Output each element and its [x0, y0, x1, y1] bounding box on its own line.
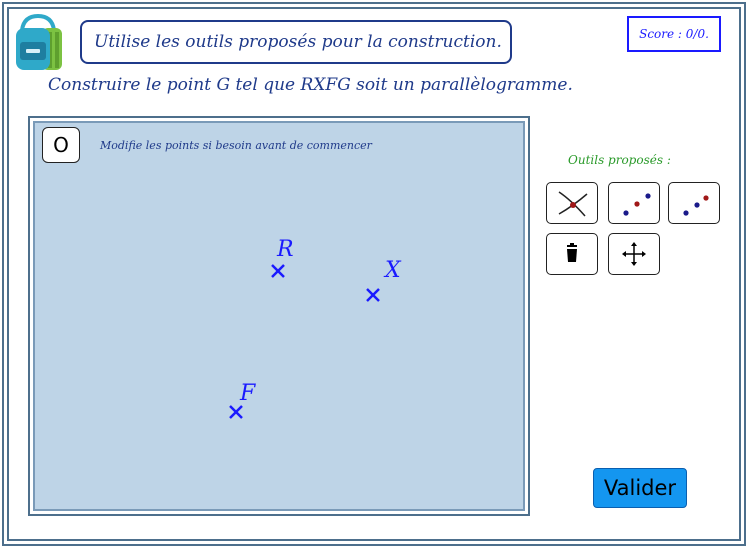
midpoint-tool-button[interactable]	[608, 182, 660, 224]
reset-button-label: O	[53, 133, 69, 157]
point-f-marker[interactable]	[229, 405, 243, 419]
midpoint-icon	[613, 186, 655, 220]
score-text: Score : 0/0.	[639, 27, 709, 41]
modify-hint: Modifie les points si besoin avant de commencer	[100, 139, 372, 152]
instruction-box	[80, 20, 512, 64]
point-x-marker[interactable]	[366, 288, 380, 302]
point-r-marker[interactable]	[271, 264, 285, 278]
point-f-label: F	[240, 381, 256, 406]
move-tool-button[interactable]	[608, 233, 660, 275]
tools-label: Outils proposés :	[568, 153, 671, 167]
instruction-text: Utilise les outils proposés pour la construction.	[94, 32, 502, 52]
reset-button[interactable]	[42, 127, 80, 163]
construction-canvas[interactable]	[33, 121, 525, 511]
intersection-tool-button[interactable]	[546, 182, 598, 224]
validate-button[interactable]	[593, 468, 687, 508]
score-box	[627, 16, 721, 52]
move-icon	[613, 237, 655, 271]
intersection-icon	[551, 186, 593, 220]
point-icon	[673, 186, 715, 220]
task-statement: Construire le point G tel que RXFG soit un parallèlogramme.	[48, 75, 573, 95]
trash-icon	[551, 237, 593, 271]
point-r-label: R	[277, 237, 294, 262]
validate-button-label: Valider	[603, 476, 677, 500]
backpack-icon	[12, 12, 64, 72]
delete-tool-button[interactable]	[546, 233, 598, 275]
point-x-label: X	[385, 258, 401, 283]
point-tool-button[interactable]	[668, 182, 720, 224]
